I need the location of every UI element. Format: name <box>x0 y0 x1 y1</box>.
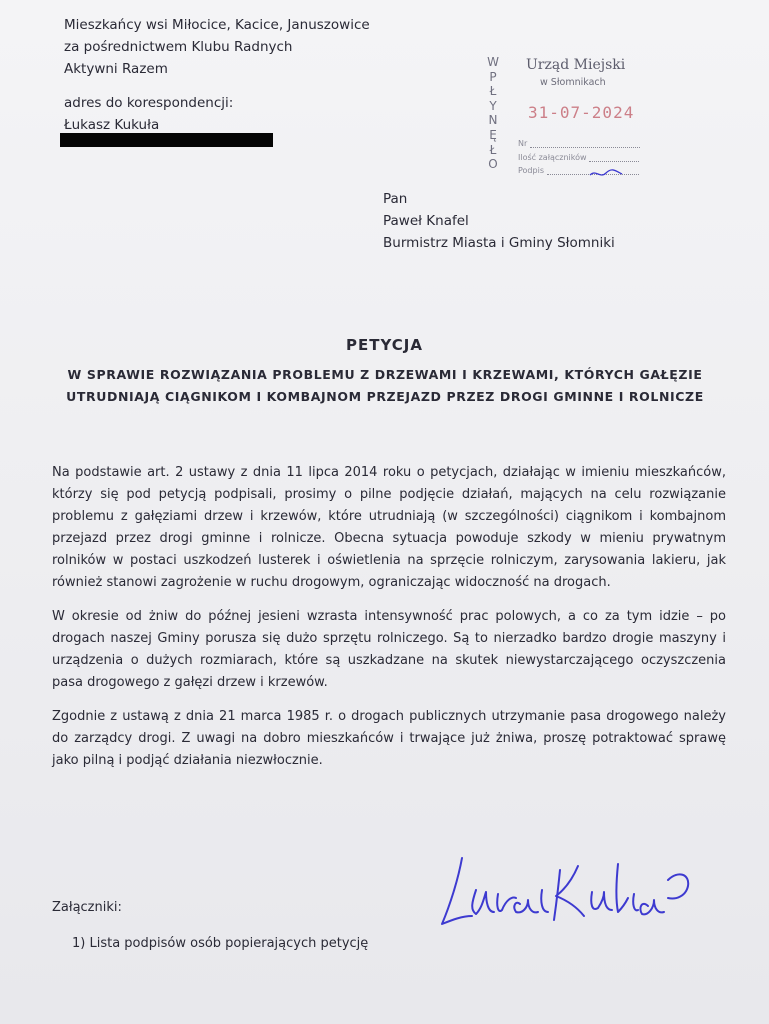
stamp-date: 31-07-2024 <box>528 103 635 122</box>
stamp-letter: W <box>487 55 499 69</box>
document-body <box>52 462 726 784</box>
stamp-letter: Y <box>489 98 497 113</box>
stamp-attachments-field <box>518 153 639 162</box>
redaction-bar <box>60 133 273 147</box>
addressee-position: Burmistrz Miasta i Gminy Słomniki <box>383 235 615 251</box>
stamp-letter: P <box>489 69 497 84</box>
stamp-nr-label: Nr <box>518 139 528 148</box>
handwritten-signature <box>432 850 702 930</box>
stamp-letter: N <box>488 113 498 128</box>
address-label: adres do korespondencji: <box>64 95 234 111</box>
stamp-letter: Ł <box>489 84 497 99</box>
body-paragraph: W okresie od żniw do późnej jesieni wzrasta intensywność prac polowych, a co za tym idzie – po drogach naszej Gminy porusza się dużo sprzętu rolniczego. Są to nierzadko bardzo drogie maszyny i urządzenia o dużych rozmiarach, które są uszkadzane na skutek niewystarczającego oczyszczenia pasa drogowego z gałęzi drzew i krzewów. <box>52 609 726 690</box>
attachment-item: 1) Lista podpisów osób popierających petycję <box>72 936 369 951</box>
stamp-signature-label: Podpis <box>518 166 544 175</box>
document-title: PETYCJA <box>346 336 423 354</box>
stamp-location: w Słomnikach <box>540 77 606 88</box>
attachments-block <box>52 897 368 955</box>
sender-line-1: Mieszkańcy wsi Miłocice, Kacice, Januszowice <box>64 17 370 33</box>
sender-block <box>64 14 370 136</box>
body-paragraph: Zgodnie z ustawą z dnia 21 marca 1985 r. o drogach publicznych utrzymanie pasa drogowego należy do zarządcy drogi. Z uwagi na dobro mieszkańców i trwające już żniwa, proszę potraktować sprawę jako pilną i podjąć działania niezwłocznie. <box>52 709 726 768</box>
received-stamp <box>482 55 652 180</box>
stamp-attachments-label: Ilość załączników <box>518 153 587 162</box>
sender-line-3: Aktywni Razem <box>64 61 168 77</box>
stamp-letter: Ę <box>489 127 497 142</box>
addressee-block <box>383 188 615 254</box>
addressee-name: Paweł Knafel <box>383 213 469 229</box>
stamp-initials-scribble-icon <box>588 167 624 181</box>
stamp-organization: Urząd Miejski <box>526 57 626 73</box>
document-subtitle: W SPRAWIE ROZWIĄZANIA PROBLEMU Z DRZEWAMI I KRZEWAMI, KTÓRYCH GAŁĘZIE UTRUDNIAJĄ CIĄGNIKOM I KOMBAJNOM PRZEJAZD PRZEZ DROGI GMINNE I ROLNICZE <box>66 367 704 404</box>
attachments-label: Załączniki: <box>52 900 122 915</box>
sender-name: Łukasz Kukuła <box>64 117 160 133</box>
stamp-vertical-word <box>482 55 504 172</box>
stamp-letter: Ł <box>489 142 497 157</box>
stamp-nr-field <box>518 139 640 148</box>
stamp-letter: O <box>488 157 498 172</box>
body-paragraph: Na podstawie art. 2 ustawy z dnia 11 lipca 2014 roku o petycjach, działając w imieniu mieszkańców, którzy się pod petycją podpisali, prosimy o pilne podjęcie działań, mających na celu rozwiązanie problemu z gałęziami drzew i krzewów, które utrudniają (w szczególności) ciągnikom i kombajnom przejazd przez drogi gminne i rolnicze. Obecna sytuacja powoduje szkody w mieniu prywatnym rolników w postaci uszkodzeń lusterek i oświetlenia na sprzęcie rolniczym, zarysowania lakieru, jak również stanowi zagrożenie w ruchu drogowym, ograniczając widoczność na drogach. <box>52 465 726 590</box>
sender-line-2: za pośrednictwem Klubu Radnych <box>64 39 293 55</box>
addressee-salutation: Pan <box>383 191 408 207</box>
